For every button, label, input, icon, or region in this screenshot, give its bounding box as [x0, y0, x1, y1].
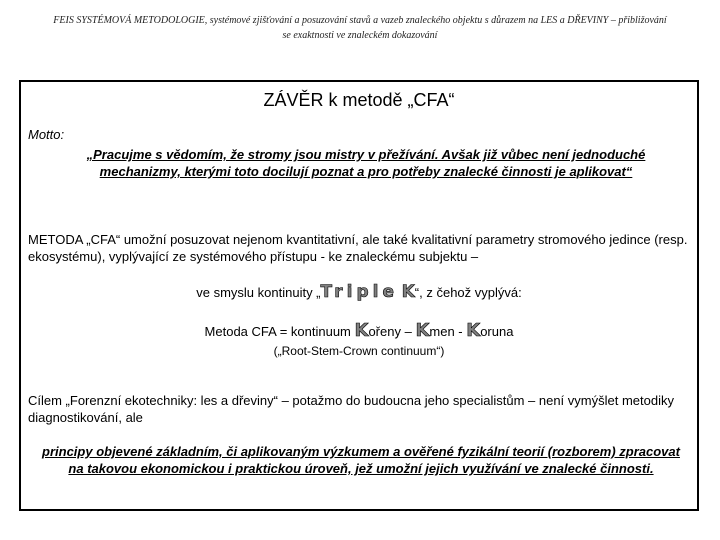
motto-text: „Pracujme s vědomím, že stromy jsou mistry v přežívání. Avšak již vůbec není jednoduché mechanizmy, kterými toto docilují poznat a pro potřeby znalecké činnosti je aplikovat“: [86, 147, 646, 179]
cfa-stem: men -: [429, 324, 467, 339]
cfa-prefix: Metoda CFA = kontinuum: [204, 324, 355, 339]
triple-k: K: [401, 282, 415, 302]
k-letter-roots: K: [354, 320, 369, 341]
content-box: [19, 80, 699, 511]
slide-title: ZÁVĚR k metodě „CFA“: [263, 90, 455, 110]
header-line-1: FEIS SYSTÉMOVÁ METODOLOGIE, systémové zjišťování a posuzování stavů a vazeb znaleckého objektu s důrazem na LES a DŘEVINY – přibližování: [53, 15, 667, 26]
k-letter-crown: K: [466, 320, 481, 341]
slide-header: [0, 13, 720, 43]
k-letter-stem: K: [415, 320, 430, 341]
root-stem-crown-note: („Root-Stem-Crown continuum“): [273, 344, 445, 358]
triple-after: “, z čehož vyplývá:: [414, 285, 522, 300]
paragraph-principles: principy objevené základním, či aplikovaným výzkumem a ověřené fyzikální teorií (rozborem) zpracovat na takovou ekonomickou i praktickou úroveň, jež umožní jejich využívání ve znalecké činnosti.: [42, 444, 680, 476]
cfa-crown: oruna: [480, 324, 514, 339]
triple-k-line: [21, 282, 697, 302]
paragraph-goal: Cílem „Forenzní ekotechniky: les a dřeviny“ – potažmo do budoucna jeho specialistům – není vymýšlet metodiky diagnostikování, ale: [28, 393, 674, 425]
cfa-roots: ořeny –: [368, 324, 416, 339]
cfa-definition: [21, 320, 697, 341]
header-line-2: se exaktnosti ve znaleckém dokazování: [282, 30, 438, 41]
motto-label: Motto:: [28, 127, 65, 142]
triple-before: ve smyslu kontinuity „: [196, 285, 321, 300]
triple-word: Triple: [320, 282, 398, 302]
paragraph-method: METODA „CFA“ umožní posuzovat nejenom kvantitativní, ale také kvalitativní parametry stromového jedince (resp. ekosystému), vyplývající ze systémového přístupu - ke znaleckému subjektu –: [28, 232, 688, 264]
